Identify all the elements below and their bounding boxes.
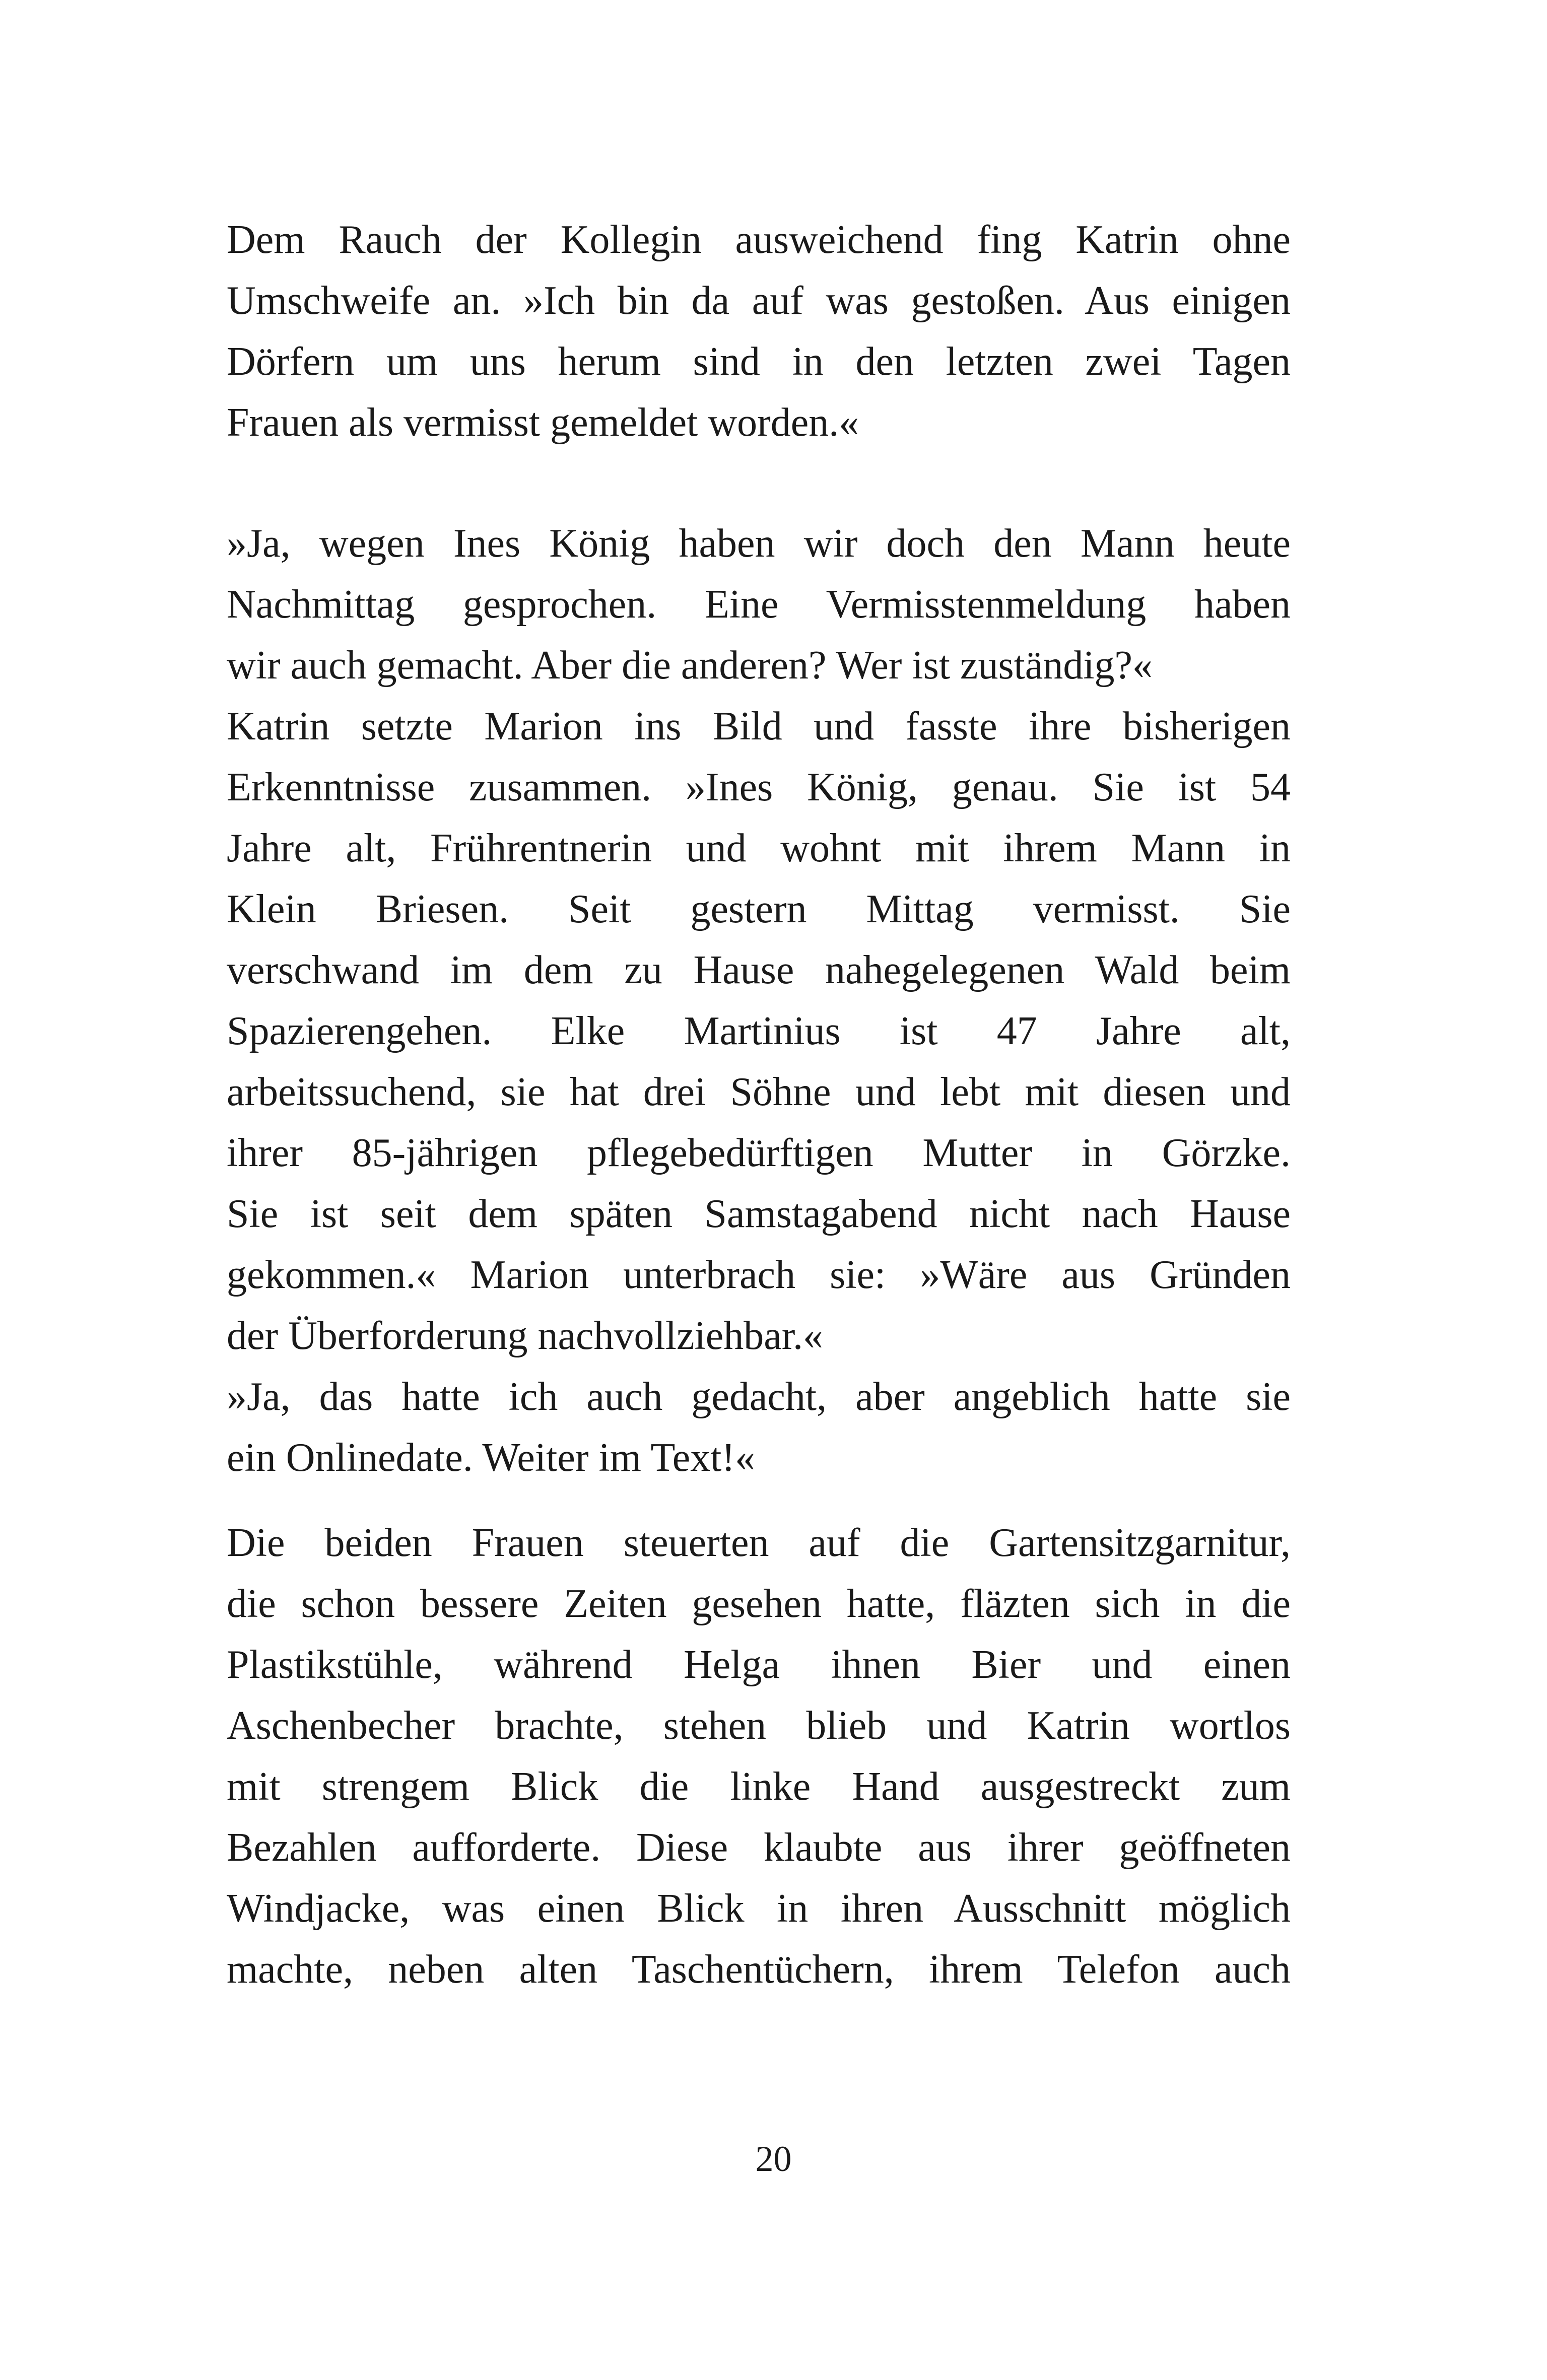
text-line: ihrer 85-jährigen pflegebedürftigen Mutter in Görzke. xyxy=(227,1131,1291,1175)
text-line: ein Onlinedate. Weiter im Text!« xyxy=(227,1436,756,1480)
text-line: Nachmittag gesprochen. Eine Vermisstenmeldung haben xyxy=(227,582,1291,627)
text-line: Dörfern um uns herum sind in den letzten zwei Tagen xyxy=(227,339,1291,384)
text-line: wir auch gemacht. Aber die anderen? Wer ist zuständig?« xyxy=(227,643,1153,688)
text-line: Aschenbecher brachte, stehen blieb und Katrin wortlos xyxy=(227,1704,1291,1748)
text-line: Sie ist seit dem späten Samstagabend nicht nach Hause xyxy=(227,1192,1291,1236)
text-line: verschwand im dem zu Hause nahegelegenen Wald beim xyxy=(227,948,1291,992)
text-line: Spazierengehen. Elke Martinius ist 47 Jahre alt, xyxy=(227,1009,1291,1053)
text-line: Bezahlen aufforderte. Diese klaubte aus ihrer geöffneten xyxy=(227,1825,1291,1870)
text-line: die schon bessere Zeiten gesehen hatte, fläzten sich in die xyxy=(227,1582,1291,1626)
text-line: Die beiden Frauen steuerten auf die Gartensitzgarnitur, xyxy=(227,1521,1291,1565)
page-number: 20 xyxy=(755,2139,792,2179)
text-line: Umschweife an. »Ich bin da auf was gestoßen. Aus einigen xyxy=(227,279,1291,323)
text-line: Katrin setzte Marion ins Bild und fasste ihre bisherigen xyxy=(227,704,1291,749)
text-line: Frauen als vermisst gemeldet worden.« xyxy=(227,400,859,445)
text-line: Erkenntnisse zusammen. »Ines König, genau. Sie ist 54 xyxy=(227,765,1291,809)
text-line: »Ja, das hatte ich auch gedacht, aber angeblich hatte sie xyxy=(227,1375,1291,1419)
text-line: mit strengem Blick die linke Hand ausgestreckt zum xyxy=(227,1764,1291,1809)
paragraph-3 xyxy=(227,1513,1291,2000)
text-line: der Überforderung nachvollziehbar.« xyxy=(227,1314,823,1358)
text-line: gekommen.« Marion unterbrach sie: »Wäre aus Gründen xyxy=(227,1253,1291,1297)
text-line: »Ja, wegen Ines König haben wir doch den Mann heute xyxy=(227,521,1291,566)
text-line: arbeitssuchend, sie hat drei Söhne und lebt mit diesen und xyxy=(227,1070,1291,1114)
paragraph-1 xyxy=(227,210,1291,453)
text-line: Klein Briesen. Seit gestern Mittag vermisst. Sie xyxy=(227,887,1291,931)
text-line: Dem Rauch der Kollegin ausweichend fing Katrin ohne xyxy=(227,218,1291,262)
text-line: Jahre alt, Frührentnerin und wohnt mit ihrem Mann in xyxy=(227,826,1291,870)
text-line: Windjacke, was einen Blick in ihren Ausschnitt möglich xyxy=(227,1886,1291,1931)
text-line: machte, neben alten Taschentüchern, ihrem Telefon auch xyxy=(227,1947,1291,1992)
paragraph-2 xyxy=(227,513,1291,1488)
text-line: Plastikstühle, während Helga ihnen Bier und einen xyxy=(227,1643,1291,1687)
